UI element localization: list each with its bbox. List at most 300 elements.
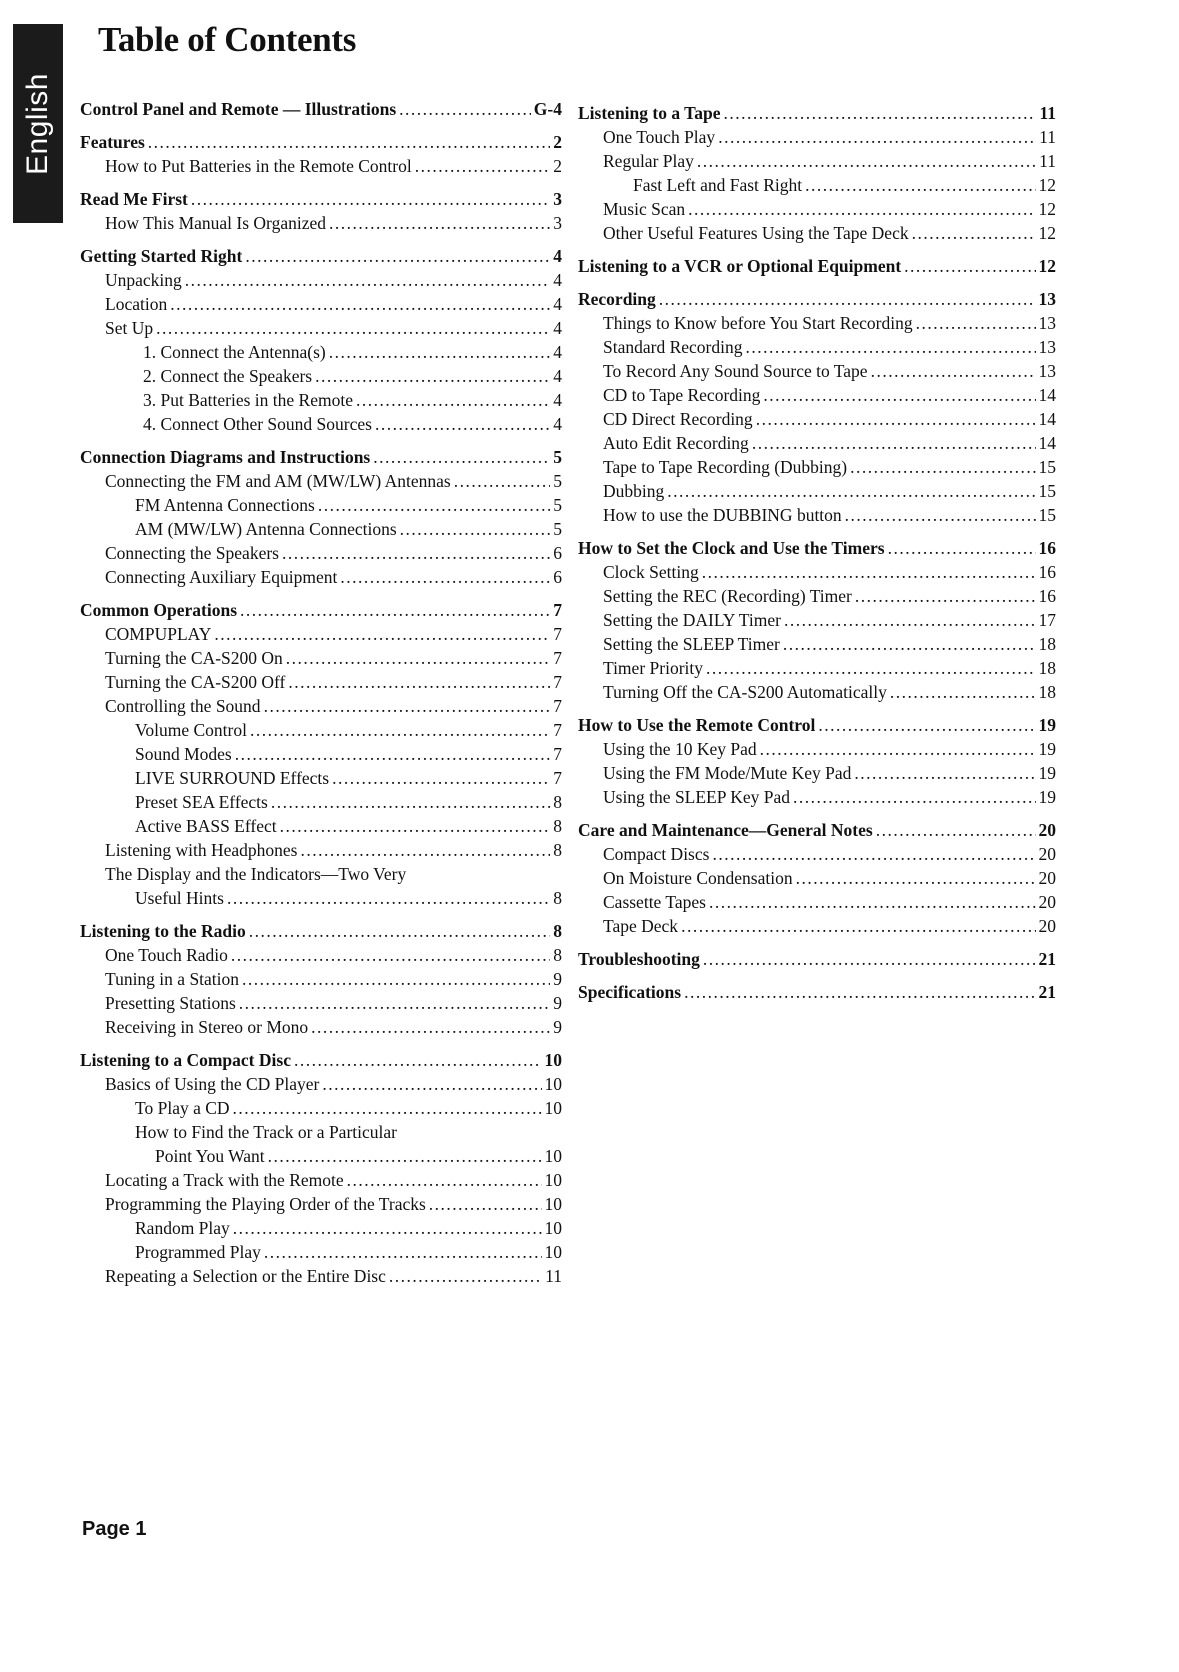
dot-leader [763, 383, 1035, 407]
toc-entry-page: 19 [1038, 763, 1056, 783]
toc-subentry [80, 517, 562, 541]
toc-entry-page: 19 [1038, 787, 1056, 807]
toc-entry-title: Basics of Using the CD Player [105, 1074, 320, 1094]
toc-section-entry [578, 947, 1056, 971]
toc-entry-title: CD Direct Recording [603, 409, 753, 429]
toc-entry-page: 4 [553, 414, 562, 434]
dot-leader [300, 838, 550, 862]
toc-entry-page: 21 [1038, 949, 1056, 969]
dot-leader [709, 890, 1036, 914]
toc-entry-page: 14 [1038, 385, 1056, 405]
toc-entry-page: 3 [553, 189, 562, 209]
toc-section-entry [578, 101, 1056, 125]
toc-subentry [578, 890, 1056, 914]
toc-subentry [80, 694, 562, 718]
toc-entry-title: Connecting the Speakers [105, 543, 279, 563]
toc-entry-page: 5 [553, 495, 562, 515]
dot-leader [760, 737, 1036, 761]
toc-entry-page: 19 [1038, 739, 1056, 759]
toc-entry-page: 4 [553, 342, 562, 362]
toc-entry-title: 4. Connect Other Sound Sources [143, 414, 372, 434]
dot-leader [315, 364, 550, 388]
toc-entry-page: 17 [1038, 610, 1056, 630]
toc-entry-page: 16 [1038, 562, 1056, 582]
toc-subentry [80, 646, 562, 670]
dot-leader [268, 1144, 542, 1168]
toc-entry-page: 13 [1038, 337, 1056, 357]
toc-entry-title: Listening to a VCR or Optional Equipment [578, 256, 902, 276]
toc-entry-page: 20 [1038, 892, 1056, 912]
toc-entry-title: Getting Started Right [80, 246, 243, 266]
dot-leader [756, 407, 1036, 431]
toc-subentry [80, 1144, 562, 1168]
toc-subentry [80, 1216, 562, 1240]
toc-entry-page: 11 [1039, 151, 1056, 171]
toc-entry-title: How to Set the Clock and Use the Timers [578, 538, 885, 558]
dot-leader [752, 431, 1036, 455]
toc-subentry [80, 991, 562, 1015]
toc-subentry [578, 479, 1056, 503]
page-number: Page 1 [82, 1518, 147, 1540]
toc-entry-title: One Touch Play [603, 127, 716, 147]
dot-leader [702, 560, 1036, 584]
toc-subentry [80, 1240, 562, 1264]
toc-section-entry [80, 598, 562, 622]
toc-entry-title: Timer Priority [603, 658, 703, 678]
toc-entry-page: 20 [1038, 820, 1056, 840]
dot-leader [415, 154, 551, 178]
dot-leader [249, 919, 550, 943]
toc-entry-title: Turning the CA-S200 On [105, 648, 283, 668]
toc-entry-title: Connecting Auxiliary Equipment [105, 567, 338, 587]
toc-entry-page: 11 [1039, 127, 1056, 147]
toc-entry-title: Volume Control [135, 720, 247, 740]
toc-subentry [80, 211, 562, 235]
toc-entry-page: 4 [553, 246, 562, 266]
toc-entry-page: 18 [1038, 634, 1056, 654]
toc-entry-page: 7 [553, 600, 562, 620]
toc-subentry [80, 670, 562, 694]
toc-subentry [80, 943, 562, 967]
toc-subentry [80, 718, 562, 742]
dot-leader [793, 785, 1036, 809]
toc-subentry [578, 311, 1056, 335]
toc-entry-title: Features [80, 132, 145, 152]
toc-entry-page: 16 [1038, 586, 1056, 606]
dot-leader [347, 1168, 542, 1192]
toc-entry-page: 13 [1038, 289, 1056, 309]
toc-entry-title: Preset SEA Effects [135, 792, 268, 812]
toc-entry-page: 4 [553, 294, 562, 314]
toc-entry-page: 13 [1038, 361, 1056, 381]
toc-entry-title: Clock Setting [603, 562, 699, 582]
dot-leader [242, 967, 550, 991]
toc-subentry [578, 149, 1056, 173]
toc-entry-title: Listening to the Radio [80, 921, 246, 941]
toc-entry-page: 7 [553, 672, 562, 692]
dot-leader [329, 211, 550, 235]
toc-entry-title: CD to Tape Recording [603, 385, 761, 405]
toc-subentry [578, 431, 1056, 455]
toc-entry-title: Turning Off the CA-S200 Automatically [603, 682, 887, 702]
toc-entry-page: 20 [1038, 868, 1056, 888]
toc-entry-page: G-4 [533, 99, 562, 119]
toc-subentry [578, 197, 1056, 221]
dot-leader [718, 125, 1036, 149]
toc-section-entry [80, 130, 562, 154]
dot-leader [400, 517, 551, 541]
toc-entry-page: 20 [1038, 916, 1056, 936]
toc-entry-title: Care and Maintenance—General Notes [578, 820, 873, 840]
dot-leader [845, 503, 1036, 527]
toc-subentry [578, 608, 1056, 632]
dot-leader [156, 316, 550, 340]
toc-entry-page: 2 [553, 132, 562, 152]
toc-section-entry [80, 244, 562, 268]
dot-leader [688, 197, 1035, 221]
dot-leader [288, 670, 550, 694]
toc-entry-title: Listening with Headphones [105, 840, 298, 860]
dot-leader [264, 694, 551, 718]
toc-subentry [80, 1264, 562, 1288]
toc-entry-title: How to Use the Remote Control [578, 715, 816, 735]
toc-entry-title: Fast Left and Fast Right [633, 175, 803, 195]
toc-subentry [578, 785, 1056, 809]
toc-section-entry [578, 287, 1056, 311]
dot-leader [712, 842, 1035, 866]
toc-subentry [80, 1015, 562, 1039]
toc-entry-page: 12 [1038, 256, 1056, 276]
toc-entry-title: Using the 10 Key Pad [603, 739, 757, 759]
dot-leader [185, 268, 550, 292]
dot-leader [681, 914, 1035, 938]
toc-entry-title: The Display and the Indicators—Two Very [105, 864, 407, 884]
toc-entry-title: Tuning in a Station [105, 969, 240, 989]
dot-leader [855, 584, 1036, 608]
toc-entry-title: COMPUPLAY [105, 624, 212, 644]
dot-leader [286, 646, 550, 670]
dot-leader [148, 130, 550, 154]
toc-entry-title: How to Put Batteries in the Remote Control [105, 156, 412, 176]
toc-entry-title: Connection Diagrams and Instructions [80, 447, 371, 467]
toc-entry-title: Other Useful Features Using the Tape Deck [603, 223, 909, 243]
toc-entry-title: On Moisture Condensation [603, 868, 793, 888]
toc-entry-page: 10 [544, 1170, 562, 1190]
dot-leader [239, 991, 550, 1015]
toc-entry-title: One Touch Radio [105, 945, 228, 965]
toc-entry-page: 9 [553, 969, 562, 989]
toc-subentry [80, 1192, 562, 1216]
toc-entry-title: Common Operations [80, 600, 238, 620]
toc-entry-title: FM Antenna Connections [135, 495, 315, 515]
toc-entry-page: 10 [544, 1050, 562, 1070]
dot-leader [329, 340, 551, 364]
toc-entry-title: How to use the DUBBING button [603, 505, 842, 525]
toc-subentry [80, 493, 562, 517]
toc-entry-title: Point You Want [155, 1146, 265, 1166]
toc-entry-title: Location [105, 294, 168, 314]
toc-entry-title: 2. Connect the Speakers [143, 366, 313, 386]
toc-entry-title: Connecting the FM and AM (MW/LW) Antennas [105, 471, 451, 491]
toc-entry-title: How This Manual Is Organized [105, 213, 326, 233]
toc-entry-title: Unpacking [105, 270, 182, 290]
toc-entry-title: Sound Modes [135, 744, 232, 764]
toc-entry-page: 8 [553, 840, 562, 860]
dot-leader [429, 1192, 542, 1216]
toc-subentry [578, 656, 1056, 680]
toc-subentry [578, 842, 1056, 866]
toc-subentry [80, 766, 562, 790]
dot-leader [311, 1015, 550, 1039]
dot-leader [235, 742, 551, 766]
toc-entry-page: 18 [1038, 658, 1056, 678]
toc-entry-page: 3 [553, 213, 562, 233]
toc-entry-title: Troubleshooting [578, 949, 700, 969]
toc-entry-page: 9 [553, 993, 562, 1013]
toc-section-entry [80, 187, 562, 211]
dot-leader [876, 818, 1036, 842]
toc-subentry [578, 221, 1056, 245]
toc-entry-title: Useful Hints [135, 888, 224, 908]
dot-leader [250, 718, 550, 742]
toc-subentry [80, 541, 562, 565]
language-tab-label: English [21, 73, 54, 175]
toc-entry-page: 10 [544, 1098, 562, 1118]
toc-subentry [80, 268, 562, 292]
dot-leader [191, 187, 550, 211]
toc-entry-page: 7 [553, 768, 562, 788]
dot-leader [318, 493, 550, 517]
toc-entry-page: 2 [553, 156, 562, 176]
toc-entry-page: 5 [553, 447, 562, 467]
dot-leader [271, 790, 550, 814]
dot-leader [280, 814, 551, 838]
toc-section-entry [578, 980, 1056, 1004]
dot-leader [373, 445, 550, 469]
toc-entry-page: 4 [553, 390, 562, 410]
toc-section-entry [578, 713, 1056, 737]
dot-leader [805, 173, 1035, 197]
toc-entry-page: 10 [544, 1146, 562, 1166]
dot-leader [233, 1216, 542, 1240]
toc-entry-page: 12 [1038, 223, 1056, 243]
toc-entry-page: 16 [1038, 538, 1056, 558]
toc-subentry [578, 866, 1056, 890]
toc-section-entry [578, 536, 1056, 560]
toc-entry-page: 9 [553, 1017, 562, 1037]
toc-entry-page: 8 [553, 792, 562, 812]
toc-entry-title: Read Me First [80, 189, 188, 209]
dot-leader [282, 541, 550, 565]
toc-entry-title: To Record Any Sound Source to Tape [603, 361, 868, 381]
toc-entry-page: 8 [553, 816, 562, 836]
dot-leader [332, 766, 550, 790]
toc-entry-page: 5 [553, 471, 562, 491]
dot-leader [231, 943, 550, 967]
toc-entry-title: Programmed Play [135, 1242, 261, 1262]
toc-entry-page: 10 [544, 1074, 562, 1094]
toc-subentry [80, 1168, 562, 1192]
toc-entry-page: 4 [553, 318, 562, 338]
toc-entry-page: 15 [1038, 457, 1056, 477]
toc-subentry [80, 1072, 562, 1096]
dot-leader [904, 254, 1035, 278]
toc-entry-title: 1. Connect the Antenna(s) [143, 342, 326, 362]
toc-entry-page: 19 [1038, 715, 1056, 735]
dot-leader [240, 598, 550, 622]
toc-entry-title: Using the FM Mode/Mute Key Pad [603, 763, 852, 783]
toc-subentry [80, 814, 562, 838]
dot-leader [375, 412, 550, 436]
toc-entry-page: 10 [544, 1218, 562, 1238]
toc-entry-page: 14 [1038, 433, 1056, 453]
toc-entry-title: AM (MW/LW) Antenna Connections [135, 519, 397, 539]
toc-subentry [80, 622, 562, 646]
dot-leader [264, 1240, 542, 1264]
toc-entry-title: Things to Know before You Start Recording [603, 313, 913, 333]
dot-leader [170, 292, 550, 316]
toc-subentry [80, 316, 562, 340]
toc-subentry [578, 407, 1056, 431]
dot-leader [667, 479, 1035, 503]
toc-entry-page: 7 [553, 744, 562, 764]
toc-entry-title: How to Find the Track or a Particular [135, 1122, 397, 1142]
toc-entry-title: Tape to Tape Recording (Dubbing) [603, 457, 848, 477]
toc-subentry [578, 125, 1056, 149]
toc-subentry [80, 292, 562, 316]
dot-leader [784, 608, 1036, 632]
toc-section-entry [578, 818, 1056, 842]
toc-entry-title: Dubbing [603, 481, 665, 501]
toc-entry-page: 15 [1038, 481, 1056, 501]
toc-subentry [80, 790, 562, 814]
toc-subentry [80, 1096, 562, 1120]
toc-entry-page: 11 [545, 1266, 562, 1286]
toc-subentry [80, 469, 562, 493]
dot-leader [214, 622, 550, 646]
toc-entry-title: Setting the SLEEP Timer [603, 634, 780, 654]
toc-entry-page: 18 [1038, 682, 1056, 702]
toc-entry-page: 7 [553, 696, 562, 716]
toc-entry-title: Auto Edit Recording [603, 433, 749, 453]
toc-subentry [80, 412, 562, 436]
toc-subentry [578, 737, 1056, 761]
toc-entry-page: 12 [1038, 199, 1056, 219]
toc-section-entry [578, 254, 1056, 278]
dot-leader [854, 761, 1035, 785]
toc-entry-page: 20 [1038, 844, 1056, 864]
toc-entry-page: 6 [553, 567, 562, 587]
toc-entry-title: Set Up [105, 318, 154, 338]
toc-section-entry [80, 1048, 562, 1072]
dot-leader [389, 1264, 542, 1288]
toc-subentry [578, 680, 1056, 704]
toc-entry-page: 4 [553, 366, 562, 386]
toc-subentry [578, 173, 1056, 197]
toc-subentry [80, 838, 562, 862]
toc-entry-title: Regular Play [603, 151, 694, 171]
toc-entry-title: To Play a CD [135, 1098, 230, 1118]
dot-leader [697, 149, 1036, 173]
dot-leader [706, 656, 1036, 680]
dot-leader [399, 97, 531, 121]
dot-leader [850, 455, 1035, 479]
toc-subentry [578, 560, 1056, 584]
toc-entry-page: 8 [553, 921, 562, 941]
toc-entry-title: Controlling the Sound [105, 696, 261, 716]
toc-entry-title: Setting the REC (Recording) Timer [603, 586, 852, 606]
toc-subentry [80, 742, 562, 766]
toc-entry-title: Standard Recording [603, 337, 743, 357]
toc-entry-page: 15 [1038, 505, 1056, 525]
language-tab [13, 24, 63, 223]
dot-leader [888, 536, 1036, 560]
toc-subentry [578, 503, 1056, 527]
toc-entry-title: Setting the DAILY Timer [603, 610, 781, 630]
toc-entry-page: 8 [553, 888, 562, 908]
dot-leader [912, 221, 1036, 245]
dot-leader [322, 1072, 541, 1096]
dot-leader [703, 947, 1036, 971]
toc-entry-title: Repeating a Selection or the Entire Disc [105, 1266, 386, 1286]
toc-entry-title: Compact Discs [603, 844, 710, 864]
dot-leader [916, 311, 1036, 335]
toc-entry-page: 7 [553, 720, 562, 740]
toc-entry-title: Listening to a Compact Disc [80, 1050, 291, 1070]
toc-entry-page: 10 [544, 1194, 562, 1214]
toc-entry-title: Music Scan [603, 199, 686, 219]
toc-subentry [80, 862, 562, 886]
toc-entry-title: Receiving in Stereo or Mono [105, 1017, 309, 1037]
toc-entry-title: Using the SLEEP Key Pad [603, 787, 790, 807]
dot-leader [245, 244, 550, 268]
toc-subentry [578, 761, 1056, 785]
toc-subentry [578, 632, 1056, 656]
toc-subentry [80, 967, 562, 991]
dot-leader [340, 565, 550, 589]
toc-entry-title: Random Play [135, 1218, 230, 1238]
toc-entry-page: 7 [553, 624, 562, 644]
dot-leader [227, 886, 550, 910]
toc-entry-page: 13 [1038, 313, 1056, 333]
toc-subentry [80, 1120, 562, 1144]
toc-entry-title: Presetting Stations [105, 993, 236, 1013]
toc-entry-title: LIVE SURROUND Effects [135, 768, 330, 788]
toc-entry-title: Turning the CA-S200 Off [105, 672, 286, 692]
toc-entry-page: 10 [544, 1242, 562, 1262]
toc-entry-title: Cassette Tapes [603, 892, 706, 912]
toc-entry-title: Programming the Playing Order of the Tracks [105, 1194, 426, 1214]
toc-subentry [80, 388, 562, 412]
toc-section-entry [80, 97, 562, 121]
toc-subentry [80, 154, 562, 178]
toc-entry-title: Active BASS Effect [135, 816, 277, 836]
toc-subentry [80, 364, 562, 388]
toc-subentry [578, 383, 1056, 407]
toc-entry-title: 3. Put Batteries in the Remote [143, 390, 353, 410]
toc-subentry [578, 584, 1056, 608]
page-title: Table of Contents [98, 20, 357, 59]
toc-entry-page: 7 [553, 648, 562, 668]
toc-subentry [578, 335, 1056, 359]
toc-entry-page: 21 [1038, 982, 1056, 1002]
toc-entry-page: 6 [553, 543, 562, 563]
dot-leader [233, 1096, 542, 1120]
toc-entry-title: Specifications [578, 982, 682, 1002]
toc-entry-title: Tape Deck [603, 916, 679, 936]
dot-leader [796, 866, 1036, 890]
dot-leader [294, 1048, 542, 1072]
